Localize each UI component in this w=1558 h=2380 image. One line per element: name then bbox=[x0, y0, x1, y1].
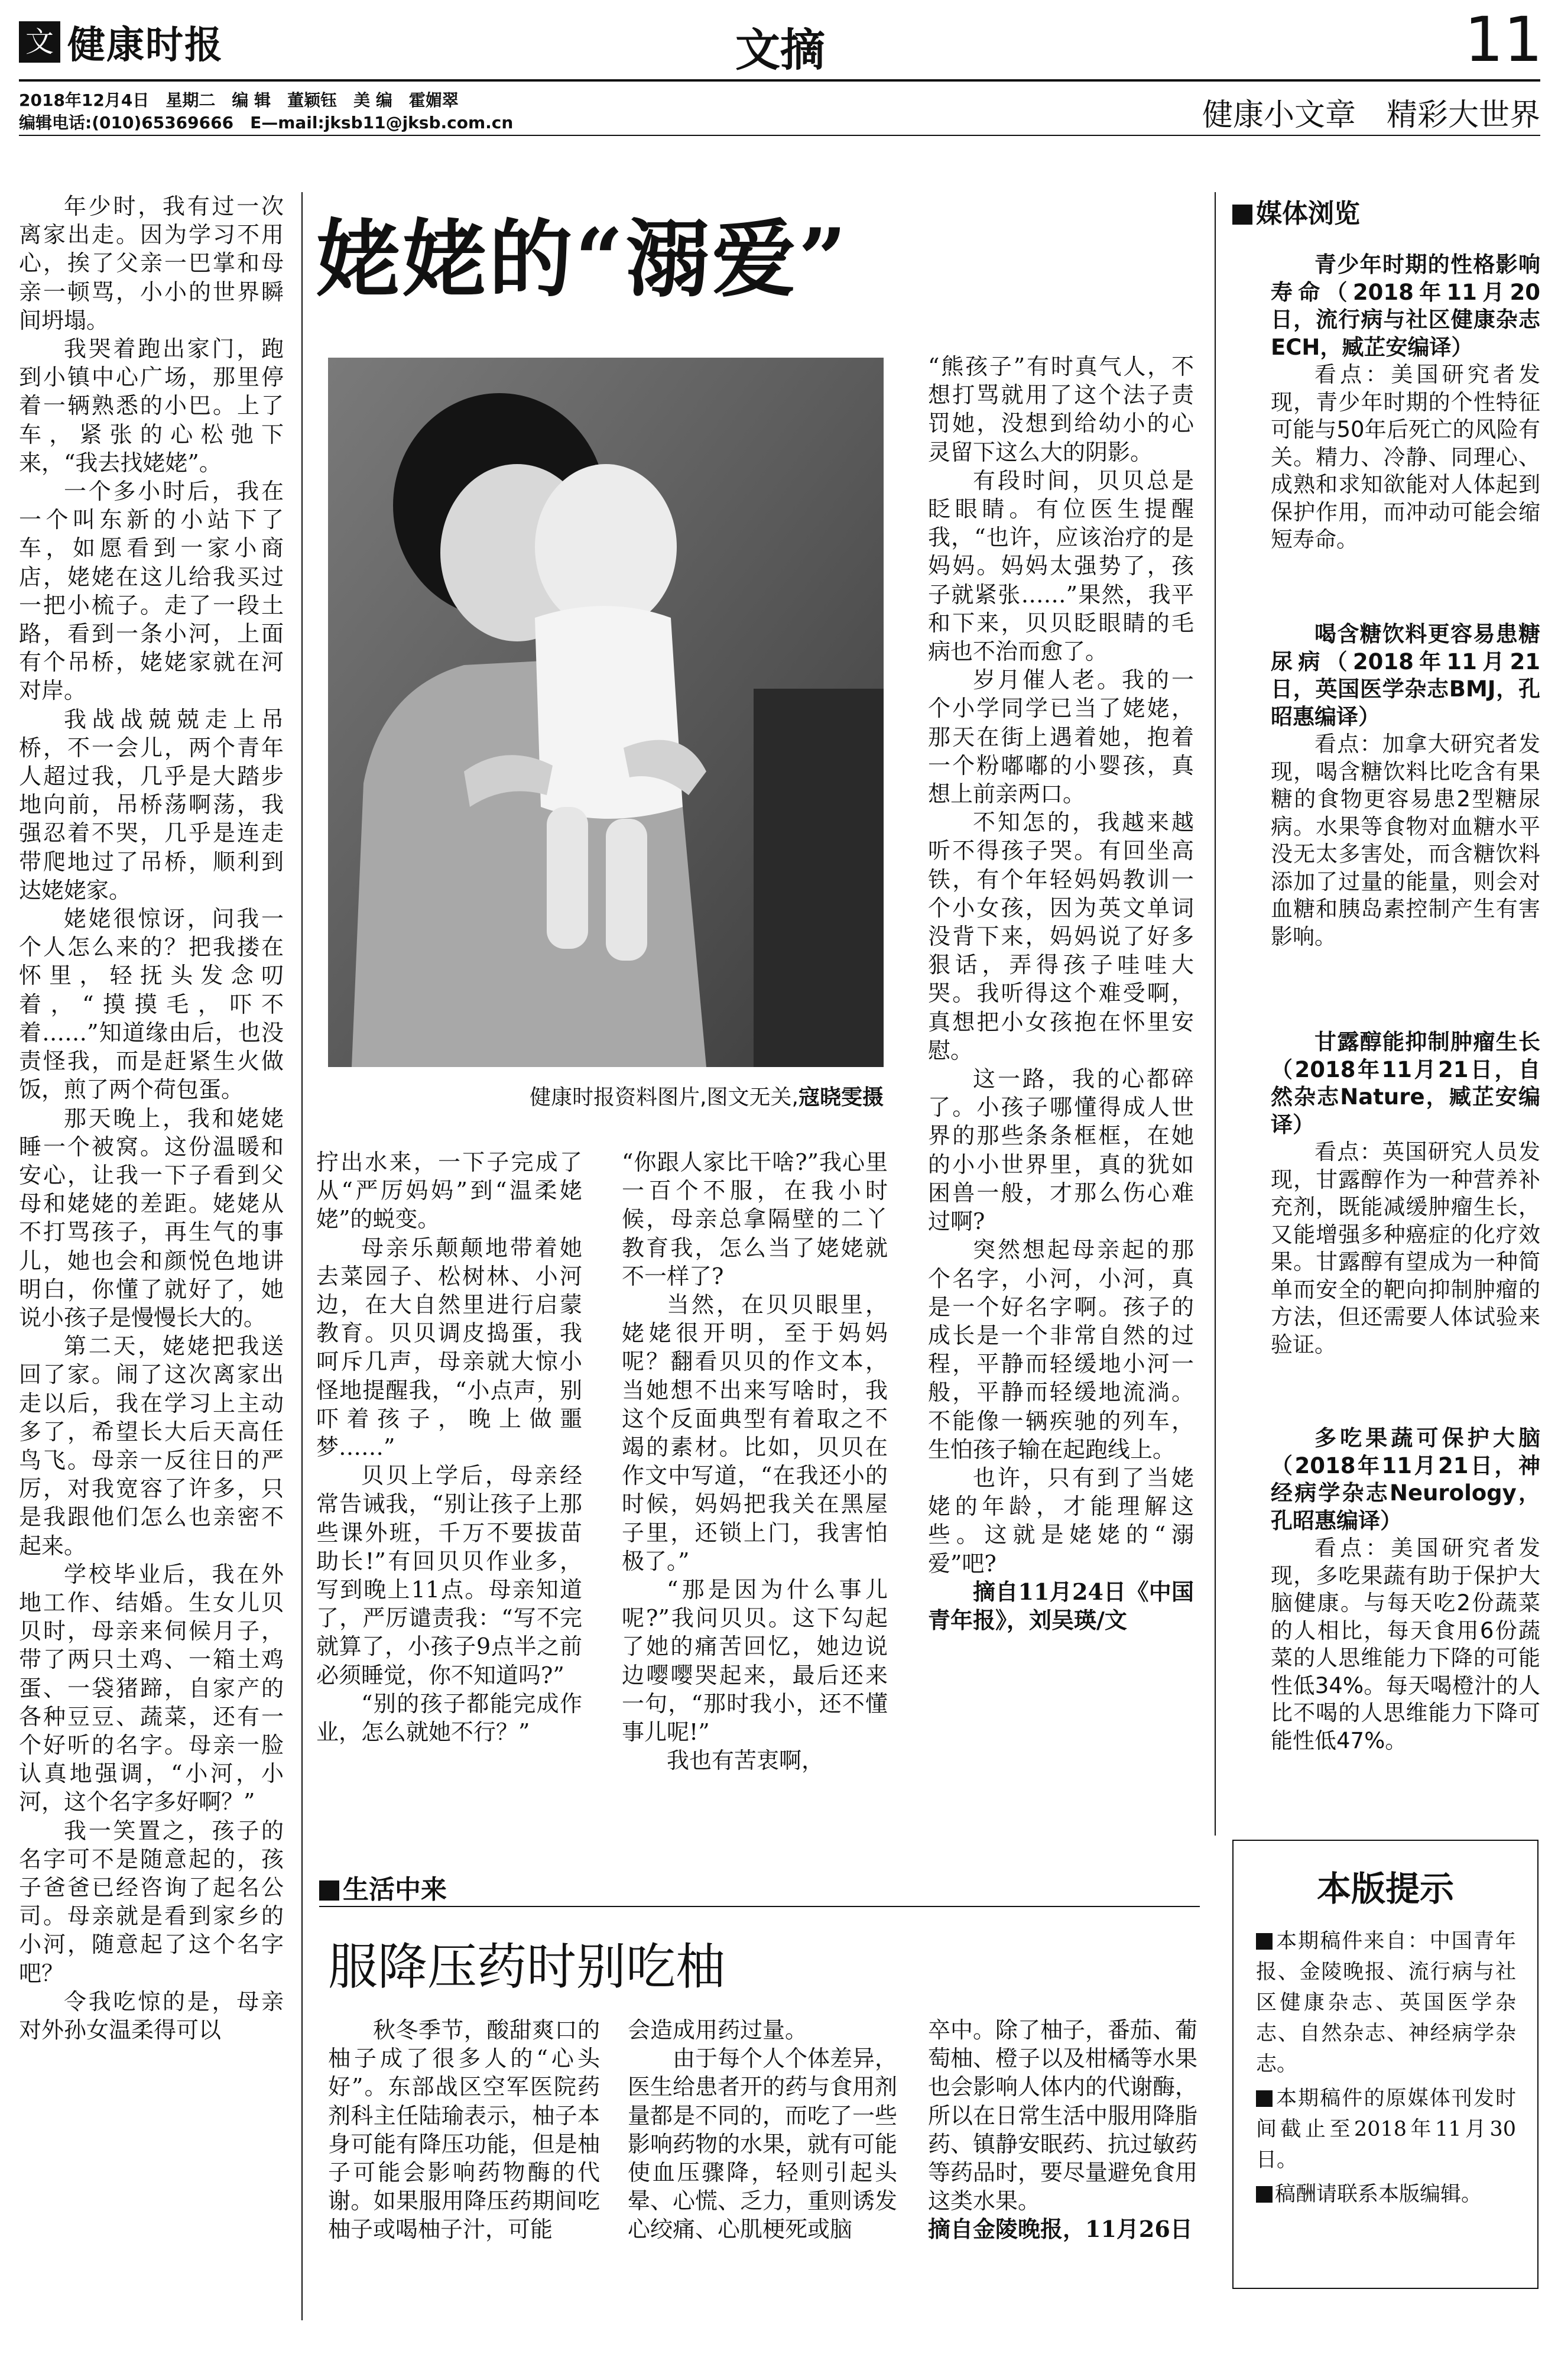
page-number: 11 bbox=[1464, 4, 1543, 76]
article-photo bbox=[328, 358, 884, 1067]
paragraph: 岁月催人老。我的一个小学同学已当了姥姥，那天在街上遇着她，抱着一个粉嘟嘟的小婴孩，真想上前亲两口。 bbox=[928, 667, 1194, 808]
section-name: 文摘 bbox=[735, 24, 825, 76]
paragraph: 卒中。除了柚子，番茄、葡萄柚、橙子以及柑橘等水果也会影响人体内的代谢酶，所以在日常生活中服用降脂药、镇静安眠药、抗过敏药等药品时，要尽量避免食用这类水果。 bbox=[928, 2017, 1198, 2214]
article-column-2 bbox=[316, 1148, 582, 1746]
paragraph: 一个多小时后，我在一个叫东新的小站下了车，如愿看到一家小商店，姥姥在这儿给我买过一把小梳子。走了一段土路，看到一条小河，上面有个吊桥，姥姥家就在河对岸。 bbox=[19, 478, 284, 704]
contact-info: 编辑电话:(010)65369666 E—mail:jksb11@jksb.com.cn bbox=[19, 113, 514, 132]
headline: 姥姥的“溺爱” bbox=[316, 210, 849, 309]
column-divider bbox=[301, 192, 303, 2320]
paragraph: 姥姥很惊讶，问我一个人怎么来的？把我搂在怀里，轻抚头发念叨着，“摸摸毛，吓不着……”知道缘由后，也没责怪我，而是赶紧生火做饭，煎了两个荷包蛋。 bbox=[19, 906, 284, 1103]
photo-caption bbox=[328, 1081, 884, 1111]
life-column-1 bbox=[328, 2016, 600, 2244]
tips-body bbox=[1256, 1926, 1516, 2213]
photo-credit: 寇晓雯摄 bbox=[798, 1085, 884, 1110]
tagline: 健康小文章 精彩大世界 bbox=[1202, 98, 1540, 133]
paragraph: 拧出水来，一下子完成了从“严厉妈妈”到“温柔姥姥”的蜕变。 bbox=[316, 1149, 582, 1233]
paragraph: 年少时，我有过一次离家出走。因为学习不用心，挨了父亲一巴掌和母亲一顿骂，小小的世界瞬间坍塌。 bbox=[19, 193, 284, 333]
paragraph: 贝贝上学后，母亲经常告诫我，“别让孩子上那些课外班，千万不要拔苗助长!”有回贝贝作业多，写到晚上11点。母亲知道了，严厉谴责我：“写不完就算了，小孩子9点半之前必须睡觉，你不知道吗?” bbox=[316, 1463, 582, 1688]
tip-item: 稿酬请联系本版编辑。 bbox=[1256, 2179, 1516, 2210]
photo-grandmother-baby-icon bbox=[328, 358, 884, 1067]
life-article-title: 服降压药时别吃柚 bbox=[328, 1938, 726, 1996]
tip-item: 本期稿件的原媒体刊发时间截止至2018年11月30日。 bbox=[1256, 2087, 1516, 2172]
life-source: 摘自金陵晚报，11月26日 bbox=[928, 2216, 1193, 2243]
section-rule bbox=[319, 1906, 1200, 1907]
brief-item bbox=[1271, 1425, 1540, 1755]
paragraph: 学校毕业后，我在外地工作、结婚。生女儿贝贝时，母亲来伺候月子，带了两只土鸡、一箱土鸡蛋、一袋猪蹄，自家产的各种豆豆、蔬菜，还有一个好听的名字。母亲一脸认真地强调，“小河，小河，这个名字多好啊？” bbox=[19, 1561, 284, 1815]
paragraph: 当然，在贝贝眼里，姥姥很开明，至于妈妈呢？翻看贝贝的作文本，当她想不出来写啥时，我这个反面典型有着取之不竭的素材。比如，贝贝在作文中写道，“在我还小的时候，妈妈把我关在黑屋子里，还锁上门，我害怕极了。” bbox=[622, 1292, 888, 1574]
logo-text: 健康时报 bbox=[67, 23, 223, 67]
life-column-2 bbox=[628, 2016, 897, 2244]
paragraph: 我也有苦衷啊， bbox=[667, 1747, 825, 1774]
paragraph: 会造成用药过量。 bbox=[628, 2017, 808, 2043]
paragraph: 这一路，我的心都碎了。小孩子哪懂得成人世界的那些条条框框，在她的小小世界里，真的犹如困兽一般，才那么伤心难过啊? bbox=[928, 1066, 1194, 1235]
paragraph: 由于每个人个体差异，医生给患者开的药与食用剂量都是不同的，而吃了一些影响药物的水果，就有可能使血压骤降，轻则引起头晕、心慌、乏力，重则诱发心绞痛、心肌梗死或脑 bbox=[628, 2045, 898, 2243]
paragraph: 第二天，姥姥把我送回了家。闹了这次离家出走以后，我在学习上主动多了，希望长大后天高任鸟飞。母亲一反往日的严厉，对我宽容了许多，只是我跟他们怎么也亲密不起来。 bbox=[19, 1333, 284, 1559]
article-column-1 bbox=[19, 192, 284, 2044]
brief-text: 看点：美国研究者发现，青少年时期的个性特征可能与50年后死亡的风险有关。精力、冷静、同理心、成熟和求知欲能对人体起到保护作用，而冲动可能会缩短寿命。 bbox=[1271, 362, 1540, 552]
paragraph: “你跟人家比干啥?”我心里一百个不服，在我小时候，母亲总拿隔壁的二丫教育我，怎么当了姥姥就不一样了? bbox=[622, 1149, 888, 1289]
masthead-rule bbox=[19, 79, 1540, 82]
column-divider bbox=[1215, 192, 1216, 1836]
square-bullet-icon bbox=[1256, 2090, 1273, 2107]
tip-item: 本期稿件来自：中国青年报、金陵晚报、流行病与社区健康杂志、英国医学杂志、自然杂志、神经病学杂志。 bbox=[1256, 1930, 1516, 2076]
brief-text: 看点：英国研究人员发现，甘露醇作为一种营养补充剂，既能减缓肿瘤生长，又能增强多种癌症的化疗效果。甘露醇有望成为一种简单而安全的靶向抑制肿瘤的方法，但还需要人体试验来验证。 bbox=[1271, 1139, 1540, 1357]
paragraph: 那天晚上，我和姥姥睡一个被窝。这份温暖和安心，让我一下子看到父母和姥姥的差距。姥姥从不打骂孩子，再生气的事儿，她也会和颜悦色地讲明白，你懂了就好了，她说小孩子是慢慢长大的。 bbox=[19, 1105, 284, 1331]
brief-item bbox=[1271, 1029, 1540, 1358]
article-column-3 bbox=[622, 1148, 888, 1775]
masthead-logo bbox=[19, 15, 255, 69]
square-bullet-icon bbox=[319, 1880, 339, 1901]
life-column-3 bbox=[928, 2016, 1197, 2244]
article-source: 摘自11月24日《中国青年报》，刘吴瑛/文 bbox=[928, 1578, 1194, 1633]
brief-text: 看点：美国研究者发现，多吃果蔬有助于保护大脑健康。与每天吃2份蔬菜的人相比，每天食用6份蔬菜的人思维能力下降的可能性低34%。每天喝橙汁的人比不喝的人思维能力下降可能性低47%。 bbox=[1271, 1535, 1540, 1753]
paragraph: 我一笑置之，孩子的名字可不是随意起的，孩子爸爸已经咨询了起名公司。母亲就是看到家乡的小河，随意起了这个名字吧？ bbox=[19, 1817, 284, 1986]
brief-title: 喝含糖饮料更容易患糖尿病（2018年11月21日，英国医学杂志BMJ，孔昭惠编译） bbox=[1271, 621, 1540, 729]
paragraph: 有段时间，贝贝总是眨眼睛。有位医生提醒我，“也许，应该治疗的是妈妈。妈妈太强势了，孩子就紧张……”果然，我平和下来，贝贝眨眼睛的毛病也不治而愈了。 bbox=[928, 467, 1194, 665]
photo-caption-text: 健康时报资料图片,图文无关, bbox=[530, 1085, 799, 1110]
brief-title: 多吃果蔬可保护大脑（2018年11月21日，神经病学杂志Neurology，孔昭惠编译） bbox=[1271, 1425, 1540, 1533]
paragraph: 令我吃惊的是，母亲对外孙女温柔得可以 bbox=[19, 1988, 284, 2043]
header-rule bbox=[19, 135, 1540, 136]
brief-text: 看点：加拿大研究者发现，喝含糖饮料比吃含有果糖的食物更容易患2型糖尿病。水果等食物对血糖水平没无太多害处，而含糖饮料添加了过量的能量，则会对血糖和胰岛素控制产生有害影响。 bbox=[1271, 731, 1540, 949]
paragraph: 秋冬季节，酸甜爽口的柚子成了很多人的“心头好”。东部战区空军医院药剂科主任陆瑜表示，柚子本身可能有降压功能，但是柚子可能会影响药物酶的代谢。如果服用降压药期间吃柚子或喝柚子汁，可能 bbox=[328, 2017, 600, 2243]
square-bullet-icon bbox=[1256, 1933, 1273, 1950]
square-bullet-icon bbox=[1232, 205, 1252, 225]
paragraph: “别的孩子都能完成作业，怎么就她不行？” bbox=[316, 1690, 582, 1746]
media-browse-header: 媒体浏览 bbox=[1232, 192, 1360, 230]
square-bullet-icon bbox=[1256, 2186, 1273, 2203]
paragraph: 突然想起母亲起的那个名字，小河，小河，真是一个好名字啊。孩子的成长是一个非常自然的过程，平静而轻缓地小河一般，平静而轻缓地流淌。不能像一辆疾驰的列车，生怕孩子输在起跑线上。 bbox=[928, 1237, 1194, 1463]
brief-title: 甘露醇能抑制肿瘤生长（2018年11月21日，自然杂志Nature，臧芷安编译） bbox=[1271, 1029, 1540, 1137]
paragraph: “那是因为什么事儿呢?”我问贝贝。这下勾起了她的痛苦回忆，她边说边嘤嘤哭起来，最后还来一句，“那时我小，还不懂事儿呢!” bbox=[622, 1577, 888, 1746]
paragraph: 我哭着跑出家门，跑到小镇中心广场，那里停着一辆熟悉的小巴。上了车，紧张的心松弛下来，“我去找姥姥”。 bbox=[19, 336, 284, 476]
paragraph: 不知怎的，我越来越听不得孩子哭。有回坐高铁，有个年轻妈妈教训一个小女孩，因为英文单词没背下来，妈妈说了好多狠话，弄得孩子哇哇大哭。我听得这个难受啊，真想把小女孩抱在怀里安慰。 bbox=[928, 809, 1194, 1063]
paragraph: “熊孩子”有时真气人，不想打骂就用了这个法子责罚她，没想到给幼小的心灵留下这么大的阴影。 bbox=[928, 354, 1194, 465]
life-section-header: 生活中来 bbox=[319, 1868, 447, 1906]
paragraph: 我战战兢兢走上吊桥，不一会儿，两个青年人超过我，几乎是大踏步地向前，吊桥荡啊荡，我强忍着不哭，几乎是连走带爬地过了吊桥，顺利到达姥姥家。 bbox=[19, 706, 284, 903]
article-column-4 bbox=[928, 352, 1194, 1635]
tips-title: 本版提示 bbox=[1316, 1869, 1454, 1909]
logo-mark-icon: 文 bbox=[19, 21, 60, 63]
brief-title: 青少年时期的性格影响寿命（2018年11月20日，流行病与社区健康杂志ECH，臧芷安编译） bbox=[1271, 252, 1540, 360]
brief-item bbox=[1271, 251, 1540, 554]
paragraph: 也许，只有到了当姥姥的年龄，才能理解这些。这就是姥姥的“溺爱”吧? bbox=[928, 1464, 1194, 1577]
paragraph: 母亲乐颠颠地带着她去菜园子、松树林、小河边，在大自然里进行启蒙教育。贝贝调皮捣蛋，我呵斥几声，母亲就大惊小怪地提醒我，“小点声，别吓着孩子，晚上做噩梦……” bbox=[316, 1234, 582, 1461]
issue-info: 2018年12月4日 星期二 编 辑 董颖钰 美 编 霍媚翠 bbox=[19, 90, 459, 110]
brief-item bbox=[1271, 621, 1540, 951]
